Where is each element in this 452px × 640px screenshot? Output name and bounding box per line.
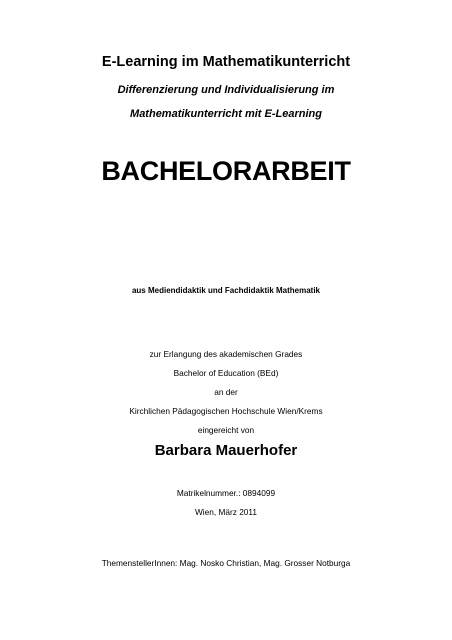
degree-line: Bachelor of Education (BEd): [173, 368, 279, 378]
author-name: Barbara Mauerhofer: [154, 442, 298, 459]
purpose-line: zur Erlangung des akademischen Grades: [149, 349, 303, 359]
thesis-subtitle-line-2: Mathematikunterricht mit E-Learning: [130, 108, 322, 120]
institution-line: Kirchlichen Pädagogischen Hochschule Wien/Krems: [129, 406, 323, 416]
thesis-subtitle-line-1: Differenzierung und Individualisierung im: [117, 84, 335, 96]
submitted-by-line: eingereicht von: [197, 425, 255, 435]
connector-line: an der: [214, 387, 238, 397]
subject-line: aus Mediendidaktik und Fachdidaktik Mathematik: [131, 286, 321, 295]
matriculation-number: Matrikelnummer.: 0894099: [176, 488, 276, 498]
place-date: Wien, März 2011: [194, 507, 258, 517]
document-type-heading: BACHELORARBEIT: [101, 156, 351, 186]
supervisors-line: ThemenstellerInnen: Mag. Nosko Christian, Mag. Grosser Notburga: [101, 558, 351, 568]
thesis-title: E-Learning im Mathematikunterricht: [101, 54, 351, 70]
